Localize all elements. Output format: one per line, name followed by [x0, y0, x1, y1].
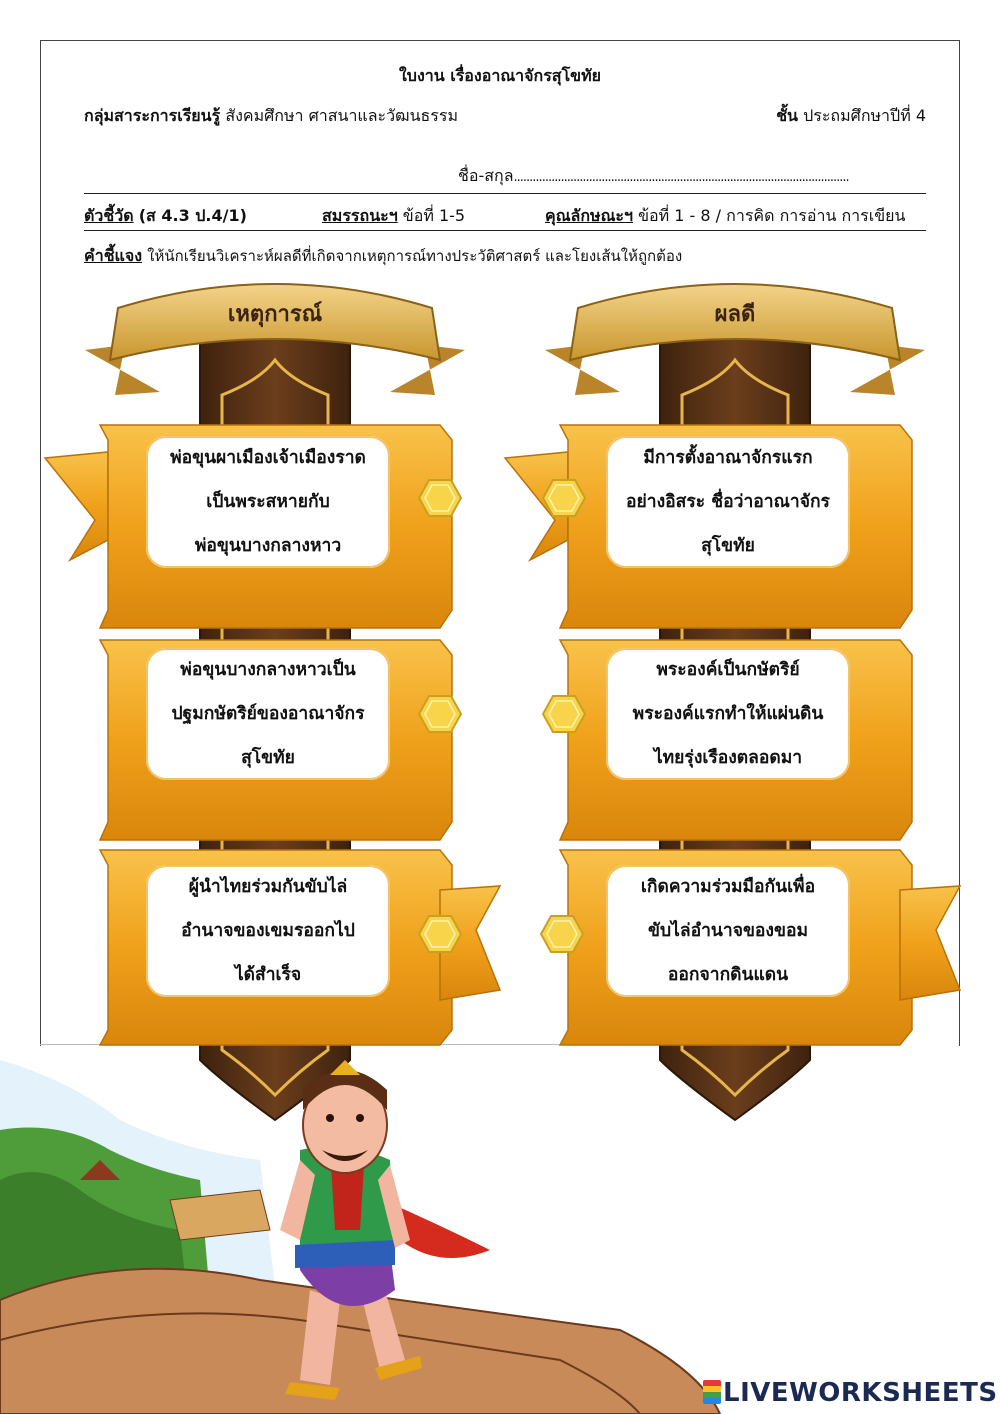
- left-connector-3-hexagon-icon[interactable]: [418, 914, 462, 954]
- result-card-1: [606, 436, 850, 568]
- grade-label: ชั้น: [776, 106, 798, 125]
- right-connector-3-hexagon-icon[interactable]: [540, 914, 584, 954]
- left-connector-1-hexagon-icon[interactable]: [418, 478, 462, 518]
- event-card-2: [146, 648, 390, 780]
- card-line: พระองค์เป็นกษัตริย์: [656, 660, 800, 680]
- left-connector-2-hexagon-icon[interactable]: [418, 694, 462, 734]
- card-line: ไทยรุ่งเรืองตลอดมา: [653, 748, 803, 768]
- liveworksheets-logo-icon: [703, 1380, 721, 1404]
- card-line: เกิดความร่วมมือกันเพื่อ: [640, 877, 816, 897]
- liveworksheets-logo: [703, 1378, 998, 1408]
- card-line: สุโขทัย: [241, 748, 295, 768]
- event-card-1: [146, 436, 390, 568]
- subject-value: สังคมศึกษา ศาสนาและวัฒนธรรม: [225, 106, 459, 125]
- trait-value: ข้อที่ 1 - 8 / การคิด การอ่าน การเขียน: [638, 206, 906, 225]
- right-column-title: ผลดี: [714, 302, 756, 327]
- card-line: มีการตั้งอาณาจักรแรก: [643, 448, 813, 468]
- subject-label: กลุ่มสาระการเรียนรู้: [84, 106, 221, 125]
- result-card-3-text: [641, 865, 815, 997]
- indicator-value: (ส 4.3 ป.4/1): [138, 206, 247, 225]
- instruction-label: คำชี้แจง: [84, 246, 143, 265]
- card-line: ผู้นำไทยร่วมกันขับไล่: [188, 877, 348, 897]
- card-line: อย่างอิสระ ชื่อว่าอาณาจักร: [626, 492, 830, 512]
- card-line: พ่อขุนผาเมืองเจ้าเมืองราด: [170, 448, 366, 468]
- event-card-3: [146, 865, 390, 997]
- name-label: ชื่อ-สกุล: [458, 166, 514, 185]
- card-line: เป็นพระสหายกับ: [206, 492, 330, 512]
- result-card-3: [606, 865, 850, 997]
- competency-value: ข้อที่ 1-5: [402, 206, 466, 225]
- title-text: ใบงาน เรื่องอาณาจักรสุโขทัย: [398, 66, 602, 85]
- event-card-2-text: [171, 648, 364, 780]
- brand-text: LIVEWORKSHEETS: [723, 1378, 998, 1408]
- card-line: ปฐมกษัตริย์ของอาณาจักร: [171, 704, 365, 724]
- right-connector-2-hexagon-icon[interactable]: [542, 694, 586, 734]
- card-line: ออกจากดินแดน: [667, 965, 789, 985]
- card-line: สุโขทัย: [701, 536, 755, 556]
- card-line: พระองค์แรกทำให้แผ่นดิน: [632, 704, 824, 724]
- name-dots: ...........................................................................................................: [513, 170, 849, 185]
- grade-value: ประถมศึกษาปีที่ 4: [803, 106, 926, 125]
- competency-label: สมรรถนะฯ: [322, 206, 398, 225]
- card-line: พ่อขุนบางกลางหาวเป็น: [180, 660, 356, 680]
- result-card-2-text: [633, 648, 824, 780]
- card-line: พ่อขุนบางกลางหาว: [194, 536, 342, 556]
- left-column-title: เหตุการณ์: [227, 302, 323, 327]
- event-card-1-text: [170, 436, 366, 568]
- right-connector-1-hexagon-icon[interactable]: [542, 478, 586, 518]
- indicator-label: ตัวชี้วัด: [84, 206, 134, 225]
- instruction-value: ให้นักเรียนวิเคราะห์ผลดีที่เกิดจากเหตุการณ์ทางประวัติศาสตร์ และโยงเส้นให้ถูกต้อง: [147, 247, 683, 265]
- trait-label: คุณลักษณะฯ: [545, 206, 634, 225]
- card-line: ได้สำเร็จ: [234, 965, 302, 985]
- result-card-2: [606, 648, 850, 780]
- card-line: อำนาจของเขมรออกไป: [181, 921, 355, 941]
- result-card-1-text: [626, 436, 830, 568]
- card-line: ขับไล่อำนาจของขอม: [647, 921, 808, 941]
- event-card-3-text: [181, 865, 355, 997]
